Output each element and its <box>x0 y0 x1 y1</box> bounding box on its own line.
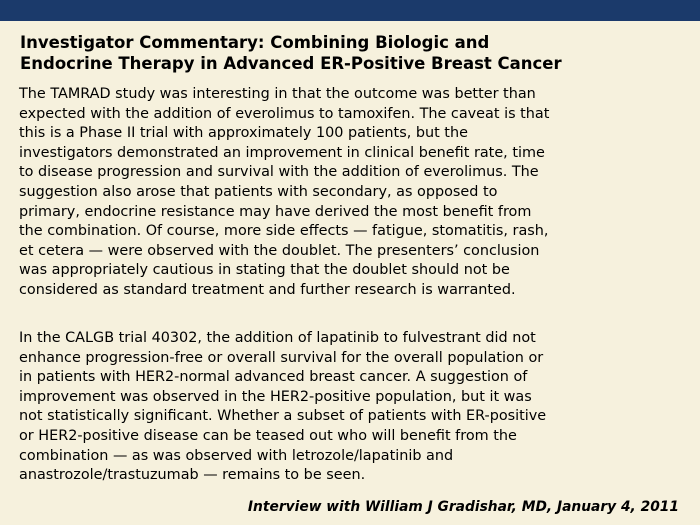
paragraph-line: in patients with HER2-normal advanced breast cancer. A suggestion of <box>19 369 528 386</box>
paragraph-line: not statistically significant. Whether a subset of patients with ER-positive <box>19 408 547 425</box>
paragraph-line: combination — as was observed with letrozole/lapatinib and <box>19 447 454 464</box>
paragraph-line: et cetera — were observed with the doublet. The presenters’ conclusion <box>19 242 540 259</box>
slide-title <box>20 32 685 74</box>
paragraph-line: expected with the addition of everolimus to tamoxifen. The caveat is that <box>19 105 550 122</box>
title-line-1: Investigator Commentary: Combining Biologic and <box>20 33 490 52</box>
title-line-2: Endocrine Therapy in Advanced ER-Positive Breast Cancer <box>20 54 562 73</box>
header-bar <box>0 0 700 21</box>
paragraph-line: investigators demonstrated an improvement in clinical benefit rate, time <box>19 144 545 161</box>
paragraph-line: In the CALGB trial 40302, the addition of lapatinib to fulvestrant did not <box>19 330 536 346</box>
paragraph-line: primary, endocrine resistance may have derived the most benefit from <box>19 203 532 220</box>
paragraph-tamrad <box>19 85 685 301</box>
paragraph-line: anastrozole/trastuzumab — remains to be seen. <box>19 467 366 484</box>
paragraph-line: enhance progression-free or overall survival for the overall population or <box>19 349 544 366</box>
paragraph-line: suggestion also arose that patients with secondary, as opposed to <box>19 183 498 200</box>
paragraph-line: or HER2-positive disease can be teased out who will benefit from the <box>19 427 517 444</box>
paragraph-line: the combination. Of course, more side effects — fatigue, stomatitis, rash, <box>19 223 549 240</box>
paragraph-line: this is a Phase II trial with approximately 100 patients, but the <box>19 125 468 142</box>
paragraph-line: considered as standard treatment and further research is warranted. <box>19 281 516 298</box>
paragraph-line: was appropriately cautious in stating that the doublet should not be <box>19 262 510 279</box>
paragraph-line: to disease progression and survival with the addition of everolimus. The <box>19 164 539 181</box>
interview-credit: Interview with William J Gradishar, MD, January 4, 2011 <box>247 499 679 515</box>
paragraph-line: The TAMRAD study was interesting in that the outcome was better than <box>19 86 536 102</box>
paragraph-line: improvement was observed in the HER2-positive population, but it was <box>19 388 532 405</box>
paragraph-calgb <box>19 329 685 486</box>
